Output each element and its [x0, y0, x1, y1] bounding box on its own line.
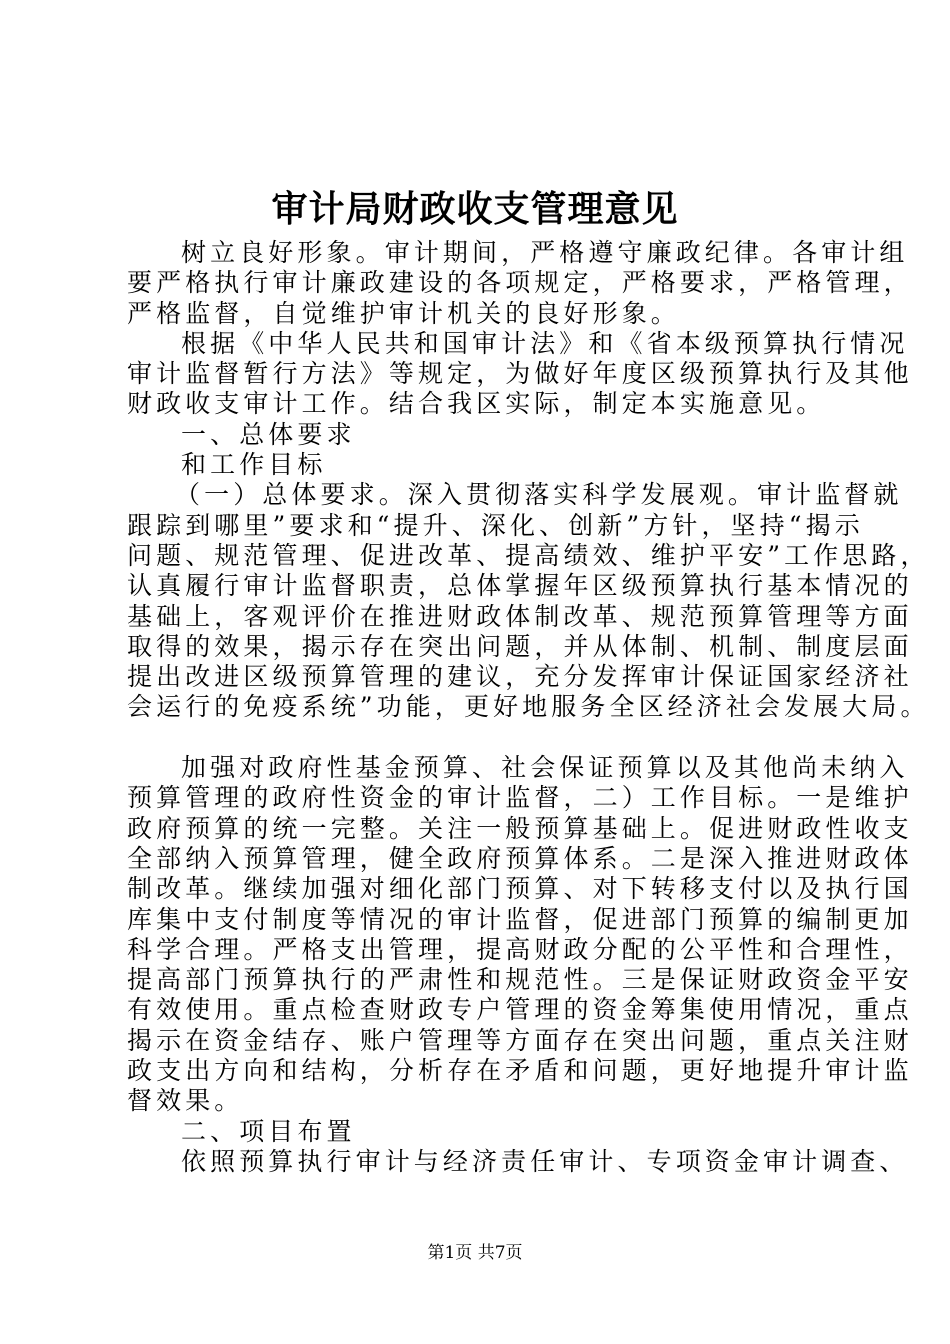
paragraph-line: 提出改进区级预算管理的建议，充分发挥审计保证国家经济社 — [127, 662, 913, 692]
paragraph-line: 库集中支付制度等情况的审计监督，促进部门预算的编制更加 — [127, 904, 913, 934]
document-body — [127, 238, 930, 1177]
paragraph-line: 根据《中华人民共和国审计法》和《省本级预算执行情况 — [181, 328, 909, 358]
paragraph-line: 提高部门预算执行的严肃性和规范性。三是保证财政资金平安 — [127, 965, 913, 995]
paragraph-line: 严格监督，自觉维护审计机关的良好形象。 — [127, 298, 680, 328]
paragraph-line: 科学合理。严格支出管理，提高财政分配的公平性和合理性， — [127, 934, 913, 964]
paragraph-line: （一）总体要求。深入贯彻落实科学发展观。审计监督就 — [175, 480, 903, 510]
page-title: 审计局财政收支管理意见 — [271, 188, 679, 230]
paragraph-line: 会运行的免疫系统”功能，更好地服务全区经济社会发展大局。 — [127, 692, 930, 722]
paragraph-line: 审计监督暂行方法》等规定，为做好年度区级预算执行及其他 — [127, 359, 913, 389]
paragraph-line: 跟踪到哪里”要求和“提升、深化、创新”方针，坚持“揭示 — [127, 510, 864, 540]
paragraph-line: 树立良好形象。审计期间，严格遵守廉政纪律。各审计组 — [181, 238, 909, 267]
paragraph-line: 揭示在资金结存、账户管理等方面存在突出问题，重点关注财 — [127, 1025, 913, 1055]
paragraph-line: 依照预算执行审计与经济责任审计、专项资金审计调查、 — [181, 1146, 909, 1176]
paragraph-gap — [127, 723, 837, 753]
paragraph-line: 要严格执行审计廉政建设的各项规定，严格要求，严格管理， — [127, 268, 913, 298]
section-heading: 二、项目布置 — [181, 1116, 356, 1146]
paragraph-line: 认真履行审计监督职责，总体掌握年区级预算执行基本情况的 — [127, 571, 913, 601]
paragraph-line: 制改革。继续加强对细化部门预算、对下转移支付以及执行国 — [127, 874, 913, 904]
paragraph-line: 加强对政府性基金预算、社会保证预算以及其他尚未纳入 — [181, 753, 909, 783]
paragraph-line: 问题、规范管理、促进改革、提高绩效、维护平安”工作思路， — [127, 540, 930, 570]
section-heading: 和工作目标 — [181, 450, 327, 480]
paragraph-line: 基础上，客观评价在推进财政体制改革、规范预算管理等方面 — [127, 601, 913, 631]
paragraph-line: 政府预算的统一完整。关注一般预算基础上。促进财政性收支 — [127, 813, 913, 843]
paragraph-line: 有效使用。重点检查财政专户管理的资金筹集使用情况，重点 — [127, 995, 913, 1025]
paragraph-line: 政支出方向和结构，分析存在矛盾和问题，更好地提升审计监 — [127, 1056, 913, 1086]
page-footer: 第1页 共7页 — [427, 1243, 523, 1263]
paragraph-line: 全部纳入预算管理，健全政府预算体系。二是深入推进财政体 — [127, 843, 913, 873]
paragraph-line: 取得的效果，揭示存在突出问题，并从体制、机制、制度层面 — [127, 631, 913, 661]
paragraph-line: 督效果。 — [127, 1086, 244, 1116]
section-heading: 一、总体要求 — [181, 419, 356, 449]
paragraph-line: 预算管理的政府性资金的审计监督，二）工作目标。一是维护 — [127, 783, 913, 813]
paragraph-line: 财政收支审计工作。结合我区实际，制定本实施意见。 — [127, 389, 826, 419]
